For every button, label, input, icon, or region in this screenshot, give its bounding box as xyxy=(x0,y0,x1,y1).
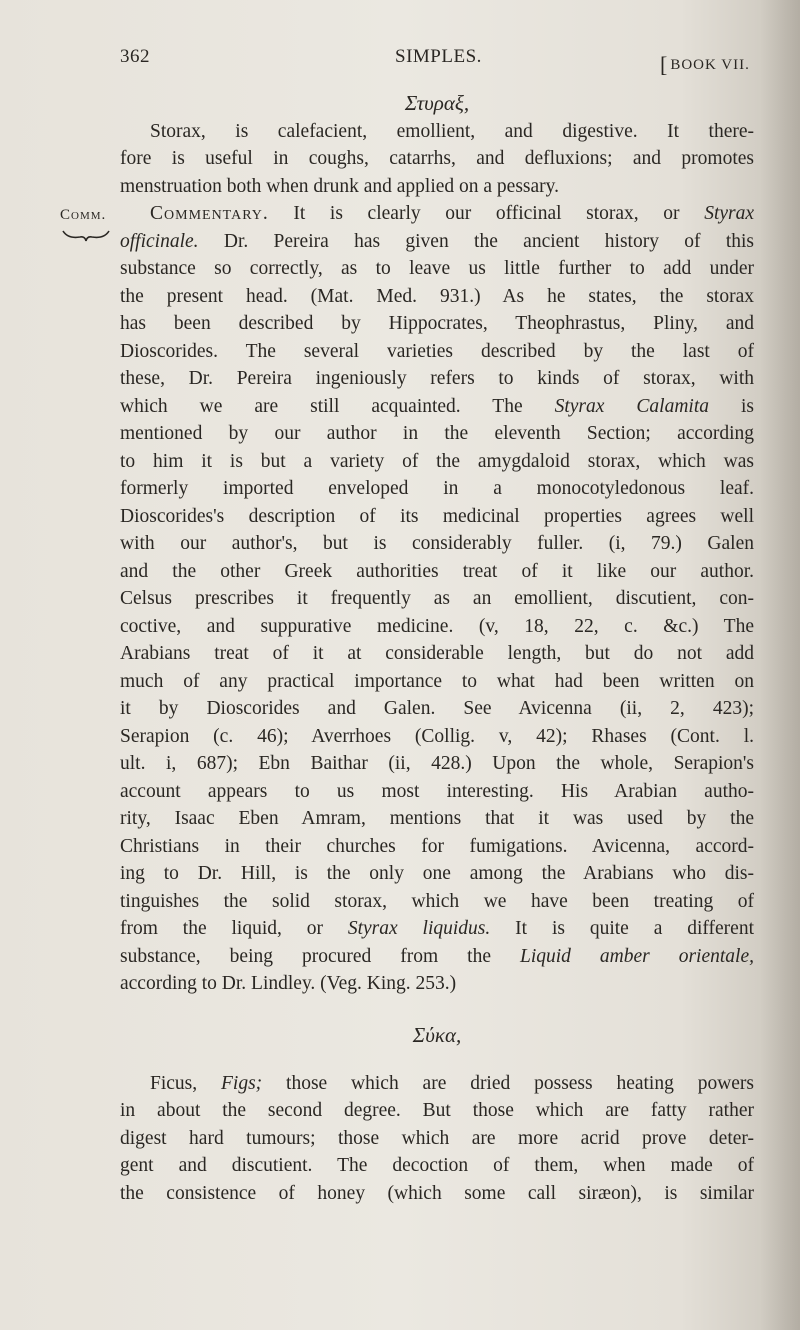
text-line: fore is useful in coughs, catarrhs, and defluxions; and promotes xyxy=(120,148,754,169)
syka-line-1 xyxy=(120,1070,754,1098)
text-span: those which are dried possess heating powers xyxy=(286,1072,755,1094)
italic-span: officinale. xyxy=(120,230,199,252)
text-span: It is quite a different xyxy=(515,918,754,939)
text-line: formerly imported enveloped in a monocotyledonous leaf. xyxy=(120,478,754,499)
syka-heading: Σύκα, xyxy=(412,1023,462,1047)
commentary-line-29 xyxy=(120,915,754,943)
margin-note-comm: Comm. xyxy=(60,207,107,223)
commentary-line-8 xyxy=(120,393,754,421)
text-line: it by Dioscorides and Galen. See Avicenna (ii, 2, 423); xyxy=(120,698,754,719)
text-line: tinguishes the solid storax, which we have been treating of xyxy=(120,890,754,912)
text-line: with our author's, but is considerably fuller. (i, 79.) Galen xyxy=(120,533,754,554)
text-line: Christians in their churches for fumigations. Avicenna, accord- xyxy=(120,835,754,857)
brace-mark xyxy=(62,228,110,244)
page-number: 362 xyxy=(120,46,150,67)
text-span: It is clearly our officinal storax, or xyxy=(293,203,680,224)
text-span: which we are still acquainted. The xyxy=(120,395,523,417)
italic-span: Styrax Calamita xyxy=(554,395,709,417)
text-line: account appears to us most interesting. His Arabian autho- xyxy=(120,780,754,802)
italic-span: Figs; xyxy=(221,1072,263,1094)
commentary-label: Commentary. xyxy=(150,203,269,224)
italic-span: Styrax xyxy=(704,203,755,224)
text-line: ing to Dr. Hill, is the only one among the Arabians who dis- xyxy=(120,863,754,884)
text-line: Serapion (c. 46); Averrhoes (Collig. v, 42); Rhases (Cont. l. xyxy=(120,725,754,747)
text-span: is xyxy=(740,395,754,417)
text-line: rity, Isaac Eben Amram, mentions that it was used by the xyxy=(120,808,754,829)
syka-section xyxy=(120,1022,754,1207)
book-label: [ BOOK VII. xyxy=(660,52,750,77)
text-line: gent and discutient. The decoction of them, when made of xyxy=(120,1155,754,1176)
text-line: substance so correctly, as to leave us little further to add under xyxy=(120,258,754,279)
storax-section xyxy=(120,90,754,998)
text-line: the present head. (Mat. Med. 931.) As he states, the storax xyxy=(120,285,754,307)
page-edge-shadow xyxy=(760,0,800,1330)
text-line: ult. i, 687); Ebn Baithar (ii, 428.) Upon the whole, Serapion's xyxy=(120,753,754,774)
text-line: and the other Greek authorities treat of it like our author. xyxy=(120,560,754,582)
book-label-text: BOOK VII. xyxy=(670,57,750,73)
text-line: digest hard tumours; those which are more acrid prove deter- xyxy=(120,1127,754,1149)
text-line: has been described by Hippocrates, Theophrastus, Pliny, and xyxy=(120,313,754,334)
text-line: much of any practical importance to what had been written on xyxy=(120,670,754,692)
text-line: coctive, and suppurative medicine. (v, 18, 22, c. &c.) The xyxy=(120,615,754,637)
text-span: from the liquid, or xyxy=(120,918,323,939)
text-line: in about the second degree. But those which are fatty rather xyxy=(120,1100,754,1121)
text-line: to him it is but a variety of the amygdaloid storax, which was xyxy=(120,450,754,472)
running-title: SIMPLES. xyxy=(395,46,482,67)
commentary-line-30 xyxy=(120,943,754,971)
text-line: Dioscorides. The several varieties described by the last of xyxy=(120,340,754,362)
storax-heading: Στυραξ, xyxy=(404,91,470,115)
text-line: Dioscorides's description of its medicinal properties agrees well xyxy=(120,505,754,527)
commentary-line-2 xyxy=(120,228,754,256)
text-span: substance, being procured from the xyxy=(120,945,491,967)
text-line: Celsus prescribes it frequently as an emollient, discutient, con- xyxy=(120,588,754,609)
text-line: these, Dr. Pereira ingeniously refers to kinds of storax, with xyxy=(120,368,754,389)
text-line: Storax, is calefacient, emollient, and digestive. It there- xyxy=(150,120,754,142)
text-line: mentioned by our author in the eleventh Section; according xyxy=(120,423,754,444)
text-line: Arabians treat of it at considerable length, but do not add xyxy=(120,643,754,664)
text-span: Ficus, xyxy=(150,1072,198,1094)
italic-span: Styrax liquidus. xyxy=(347,918,491,939)
text-line: the consistence of honey (which some call siræon), is similar xyxy=(120,1182,754,1204)
text-line: according to Dr. Lindley. (Veg. King. 253.) xyxy=(120,973,457,994)
commentary-line-1 xyxy=(120,200,754,228)
text-line: menstruation both when drunk and applied on a pessary. xyxy=(120,175,560,197)
italic-span: Liquid amber orientale, xyxy=(519,945,754,967)
text-span: Dr. Pereira has given the ancient history of this xyxy=(223,230,755,252)
